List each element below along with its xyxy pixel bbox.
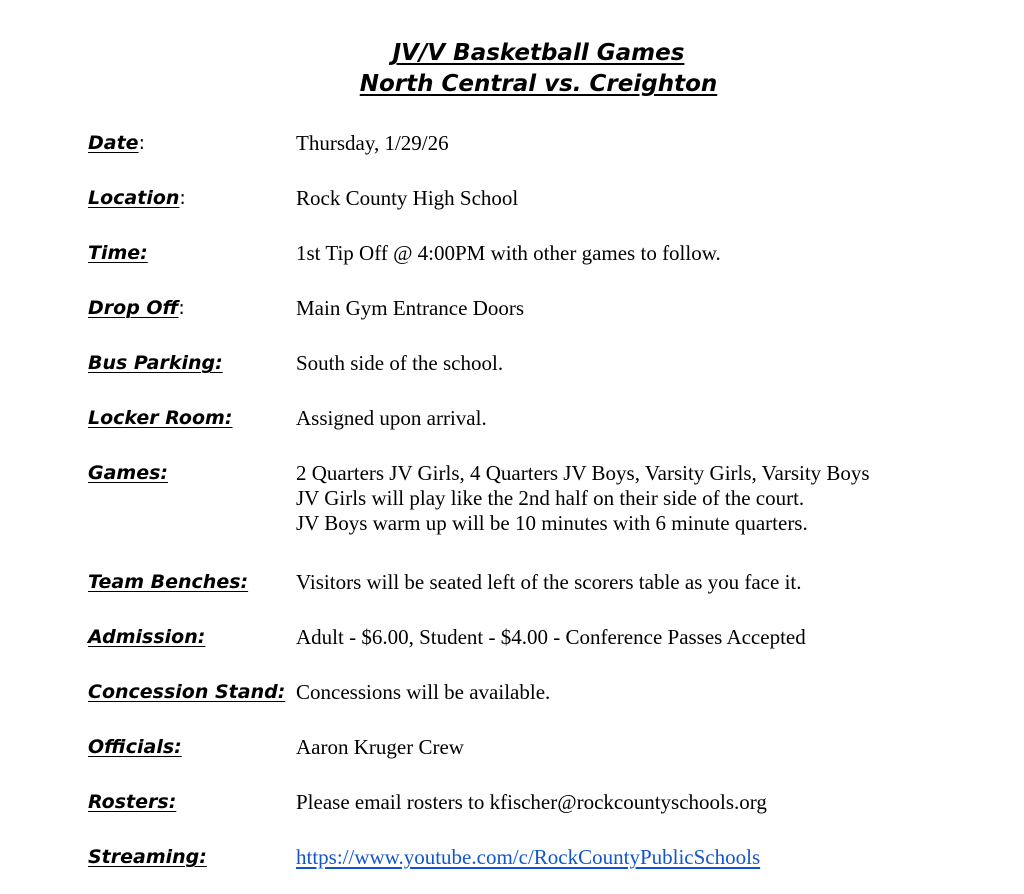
streaming-label: Streaming: — [88, 846, 207, 868]
admission-value: Adult - $6.00, Student - $4.00 - Conference Passes Accepted — [296, 625, 806, 649]
drop-off-value: Main Gym Entrance Doors — [296, 296, 525, 320]
date-label: Date: — [88, 132, 145, 154]
games-line-2: JV Girls will play like the 2nd half on their side of the court. — [296, 486, 805, 510]
locker-room-value: Assigned upon arrival. — [296, 406, 487, 430]
date-value: Thursday, 1/29/26 — [296, 131, 449, 155]
bus-parking-label: Bus Parking: — [88, 352, 223, 374]
locker-room-label: Locker Room: — [88, 407, 233, 429]
rosters-label: Rosters: — [88, 791, 177, 813]
rosters-value: Please email rosters to kfischer@rockcountyschools.org — [296, 790, 767, 814]
games-line-3: JV Boys warm up will be 10 minutes with 6 minute quarters. — [296, 511, 808, 535]
location-label: Location: — [88, 187, 186, 209]
title-line-2: North Central vs. Creighton — [359, 71, 718, 97]
time-value: 1st Tip Off @ 4:00PM with other games to follow. — [296, 241, 721, 265]
concession-stand-label: Concession Stand: — [88, 681, 286, 703]
bus-parking-value: South side of the school. — [296, 351, 504, 375]
admission-label: Admission: — [88, 626, 206, 648]
officials-value: Aaron Kruger Crew — [296, 735, 464, 759]
games-line-1: 2 Quarters JV Girls, 4 Quarters JV Boys, Varsity Girls, Varsity Boys — [296, 461, 870, 485]
streaming-link[interactable]: https://www.youtube.com/c/RockCountyPublicSchools — [296, 845, 761, 869]
location-value: Rock County High School — [296, 186, 519, 210]
team-benches-label: Team Benches: — [88, 571, 249, 593]
officials-label: Officials: — [88, 736, 182, 758]
games-value — [296, 461, 870, 536]
streaming-value — [296, 845, 760, 870]
time-label: Time: — [88, 242, 148, 264]
games-label: Games: — [88, 462, 169, 484]
title-line-1: JV/V Basketball Games — [392, 40, 685, 66]
team-benches-value: Visitors will be seated left of the scorers table as you face it. — [296, 570, 802, 594]
concession-stand-value: Concessions will be available. — [296, 680, 551, 704]
drop-off-label: Drop Off: — [88, 297, 185, 319]
